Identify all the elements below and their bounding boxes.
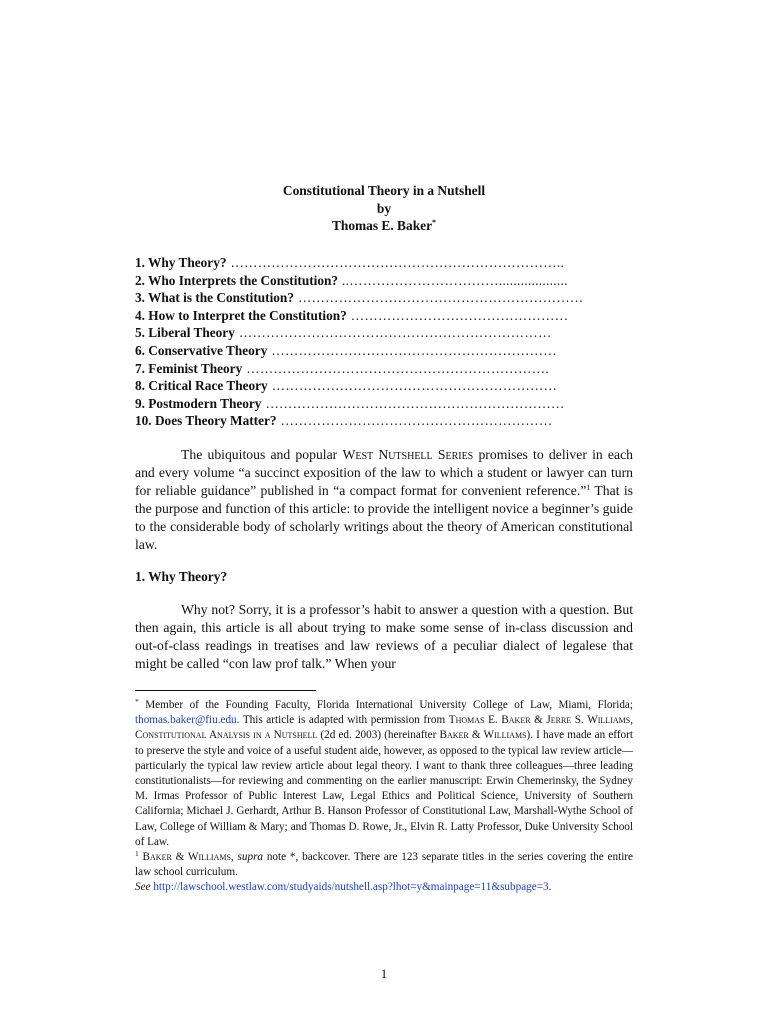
- nutshell-url-link[interactable]: http://lawschool.westlaw.com/studyaids/nutshell.asp?lhot=y&mainpage=11&subpage=3: [153, 881, 549, 894]
- toc-item-label: 3. What is the Constitution?: [135, 290, 294, 306]
- toc-leader: ..……………………………...................: [342, 272, 568, 288]
- author-line: [0, 217, 768, 235]
- toc-leader: ……………………………………………………………: [238, 325, 552, 341]
- toc-item[interactable]: [135, 307, 600, 325]
- toc-item-label: 8. Critical Race Theory: [135, 378, 268, 394]
- toc-leader: ………………………………………………………: [297, 290, 584, 306]
- footnote-divider: [135, 690, 316, 691]
- footnote-text: ). I have made an effort to preserve the style and voice of a useful student aide, however, as opposed to the typical law review article—particularly the typical law review article about legal theory. I want to thank three colleagues—three leading constitutionalists—for reviewing and commenting on the earlier manuscript: Erwin Chemerinsky, the Sydney M. Irmas Professor of Public Interest Law, Legal Ethics and Political Science, University of Southern California; Michael J. Gerhardt, Arthur B. Hanson Professor of Constitutional Law, Marshall-Wythe School of Law, College of William & Mary; and Thomas D. Rowe, Jr., Elvin R. Latty Professor, Duke University School of Law.: [135, 729, 633, 848]
- series-name: West Nutshell Series: [342, 447, 474, 462]
- author-email-link[interactable]: thomas.baker@fiu.edu: [135, 714, 237, 727]
- toc-item[interactable]: [135, 254, 600, 272]
- page-number: 1: [380, 966, 388, 981]
- intro-text: That is the purpose and function of this article: to provide the intelligent novice a beginner’s guide to the considerable body of scholarly writings about the theory of American constitutional law.: [135, 483, 633, 552]
- footnote-text: . This article is adapted with permission from: [236, 714, 449, 727]
- footnotes: [135, 698, 633, 896]
- footnote-text: .: [548, 881, 552, 894]
- source-book-title: Thomas E. Baker & Jerre S. Williams, Constitutional Analysis in a Nutshell: [135, 714, 634, 742]
- section-paragraph: Why not? Sorry, it is a professor’s habit to answer a question with a question. But then again, this article is all about trying to make some sense of in-class discussion and out-of-class readings in treatises and law reviews of a peculiar dialect of legalese that might be called “con law prof talk.” When your: [135, 602, 633, 671]
- toc-leader: …………………………………………: [350, 307, 569, 323]
- toc-item-label: 10. Does Theory Matter?: [135, 413, 277, 429]
- footnote-ref-1[interactable]: 1: [586, 483, 591, 492]
- toc-item[interactable]: [135, 342, 600, 360]
- footnote-text: ,: [230, 851, 238, 864]
- intro-paragraph: [135, 446, 633, 554]
- document-title: Constitutional Theory in a Nutshell: [282, 183, 486, 198]
- toc-item-label: 4. How to Interpret the Constitution?: [135, 307, 347, 323]
- toc-item-label: 9. Postmodern Theory: [135, 395, 262, 411]
- byline-by: by: [376, 200, 392, 216]
- intro-text: promises to deliver in each and every volume “a succinct exposition of the law to which a student or lawyer can turn for reliable guidance” published in “a compact format for convenient reference.”: [135, 447, 634, 498]
- section-heading: 1. Why Theory?: [135, 569, 228, 584]
- toc-leader: ………………………………………………………….: [246, 360, 549, 376]
- footnote-mark: *: [135, 697, 139, 706]
- toc-item[interactable]: [135, 377, 600, 395]
- footnote-text: note *, backcover. There are 123 separate titles in the series covering the entire law school curriculum.: [135, 851, 633, 879]
- footnote-1: [135, 850, 633, 880]
- toc-item-label: 5. Liberal Theory: [135, 325, 235, 341]
- footnote-text: (2d ed. 2003) (hereinafter: [317, 729, 440, 742]
- footnote-mark: 1: [135, 849, 139, 859]
- toc-leader: ………………………………………………………: [271, 342, 557, 358]
- toc-item[interactable]: [135, 324, 600, 342]
- toc-item[interactable]: [135, 272, 600, 290]
- table-of-contents: [135, 254, 600, 430]
- author-name: Thomas E. Baker: [331, 218, 433, 234]
- toc-item[interactable]: [135, 289, 600, 307]
- supra-signal: supra: [237, 851, 264, 864]
- footnote-star: [135, 698, 633, 850]
- toc-item-label: 7. Feminist Theory: [135, 360, 243, 376]
- toc-item[interactable]: [135, 395, 600, 413]
- short-cite: Baker & Williams: [439, 729, 527, 742]
- toc-leader: …………………………………………………………: [265, 395, 565, 411]
- intro-text: The ubiquitous and popular: [181, 447, 343, 462]
- toc-item[interactable]: [135, 412, 600, 430]
- toc-leader: ………………………………………………………………..: [230, 255, 565, 270]
- see-signal: See: [135, 881, 151, 894]
- toc-leader: ………………………………………………………: [271, 378, 558, 394]
- toc-item-label: 1. Why Theory?: [135, 255, 227, 270]
- toc-item[interactable]: [135, 360, 600, 378]
- footnote-1-see-line: [135, 880, 633, 895]
- short-cite: Baker & Williams: [138, 851, 231, 864]
- title-block: [0, 182, 768, 235]
- toc-item-label: 6. Conservative Theory: [135, 342, 268, 358]
- footnote-text: Member of the Founding Faculty, Florida International University College of Law, Miami, Florida;: [138, 699, 633, 711]
- toc-item-label: 2. Who Interprets the Constitution?: [135, 272, 339, 288]
- toc-leader: ……………………………………………………: [280, 413, 553, 429]
- author-footnote-mark[interactable]: *: [432, 218, 437, 228]
